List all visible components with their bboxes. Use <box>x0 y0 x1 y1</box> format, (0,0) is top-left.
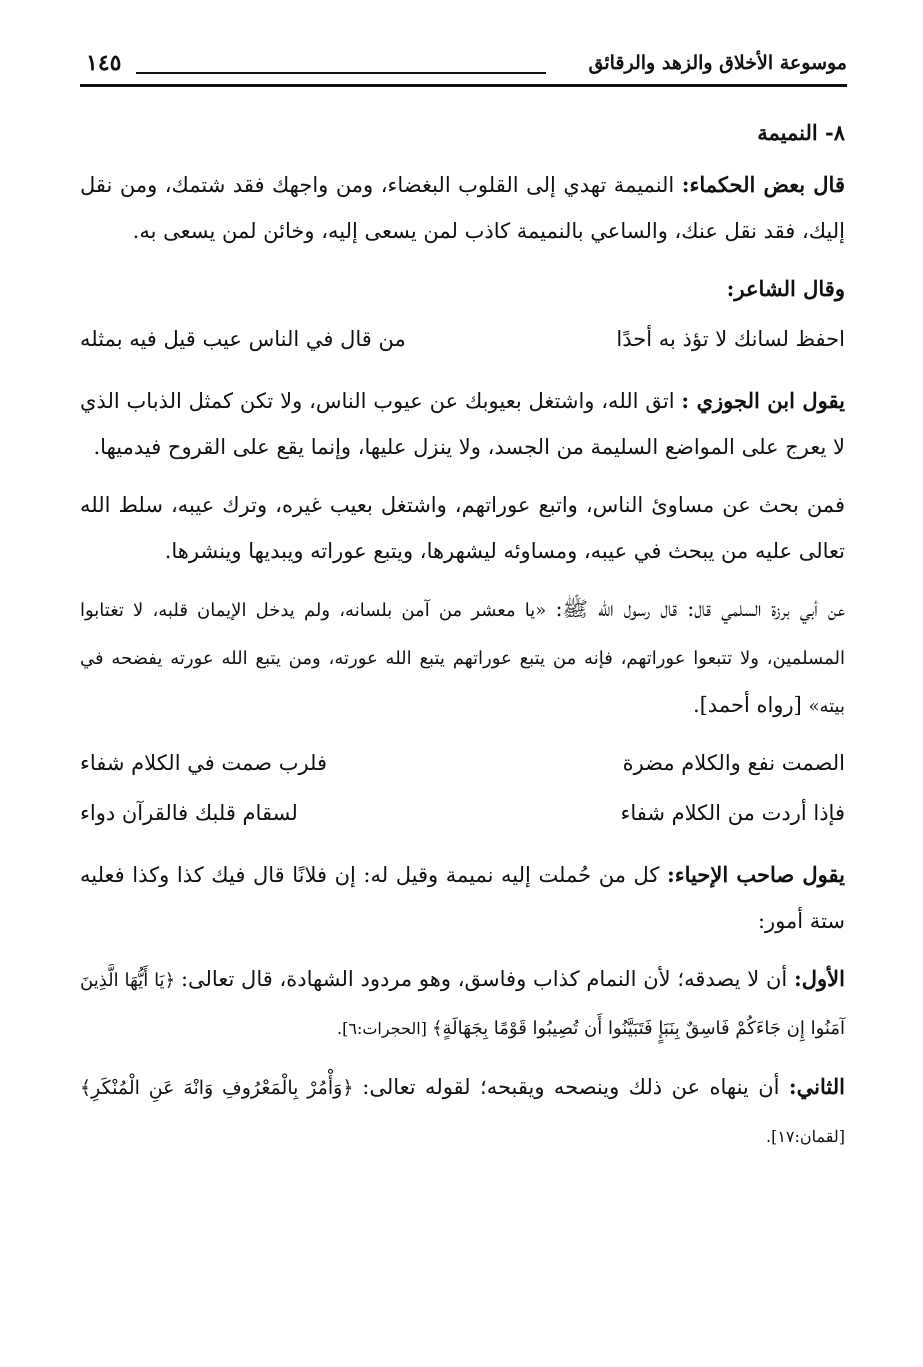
quran-verse: ﴿يَا أَيُّهَا الَّذِينَ آمَنُوا إِن جَاءَكُمْ فَاسِقٌ بِنَبَإٍ فَتَبَيَّنُوا أَن تُصِيبُوا قَوْمًا بِجَهَالَةٍ﴾ <box>80 970 845 1039</box>
paragraph-first-matter <box>80 956 845 1052</box>
paragraph-text: أن ينهاه عن ذلك وينصحه ويقبحه؛ لقوله تعالى: <box>362 1075 789 1099</box>
running-title: موسوعة الأخلاق والزهد والرقائق <box>588 52 847 74</box>
poem-verse <box>80 792 845 834</box>
paragraph-text: فمن بحث عن مساوئ الناس، واتبع عوراتهم، واشتغل بعيب غيره، وترك عيبه، سلط الله تعالى عليه من يبحث في عيبه، ومساوئه ليشهرها، ويتبع عوراته ويبديها وينشرها. <box>80 493 845 563</box>
page-number: ١٤٥ <box>86 50 122 76</box>
running-head <box>80 44 847 84</box>
page-content <box>80 118 845 1172</box>
paragraph-text: اتق الله، واشتغل بعيوبك عن عيوب الناس، ولا تكن كمثل الذباب الذي لا يعرج على المواضع السليمة من الجسد، ولا ينزل عليها، وإنما يقع على القروح فيدميها. <box>80 389 845 459</box>
verse-second-hemistich: فلرب صمت في الكلام شفاء <box>80 751 328 775</box>
paragraph-label: وقال الشاعر: <box>726 276 845 301</box>
hadith-text: «يا معشر من آمن بلسانه، ولم يدخل الإيمان قلبه، لا تغتابوا المسلمين، ولا تتبعوا عوراتهم، فإنه من يتبع عوراتهم يتبع الله عورته، ومن يتبع الله عورته يفضحه في بيته» <box>80 600 845 717</box>
paragraph-label: الأول: <box>794 966 845 991</box>
paragraph-label: يقول ابن الجوزي : <box>681 388 845 413</box>
poem-verse <box>80 318 845 360</box>
hadith-lead: عن أبي برزة السلمي قال: قال رسول الله ﷺ: <box>555 597 846 621</box>
paragraph-hadith <box>80 586 845 730</box>
verse-second-hemistich: من قال في الناس عيب قيل فيه بمثله <box>80 327 406 351</box>
poem-block-1 <box>80 318 845 360</box>
verse-second-hemistich: لسقام قلبك فالقرآن دواء <box>80 801 298 825</box>
paragraph-label: قال بعض الحكماء: <box>681 172 845 197</box>
verse-first-hemistich: فإذا أردت من الكلام شفاء <box>620 801 845 825</box>
paragraph-ibn-al-jawzi <box>80 378 845 470</box>
paragraph-poet-intro <box>80 266 845 312</box>
paragraph-text: أن لا يصدقه؛ لأن النمام كذاب وفاسق، وهو مردود الشهادة، قال تعالى: <box>180 967 795 991</box>
paragraph-wise-saying <box>80 162 845 254</box>
paragraph-consequence <box>80 482 845 574</box>
quran-verse: ﴿وَأْمُرْ بِالْمَعْرُوفِ وَانْهَ عَنِ الْمُنْكَرِ﴾ <box>80 1077 363 1099</box>
paragraph-second-matter <box>80 1064 845 1160</box>
header-rule-short <box>136 72 546 74</box>
header-rule <box>80 84 847 87</box>
verse-first-hemistich: احفظ لسانك لا تؤذ به أحدًا <box>616 327 845 351</box>
paragraph-label: يقول صاحب الإحياء: <box>667 862 845 887</box>
quran-reference: [الحجرات:٦]. <box>337 1019 432 1038</box>
paragraph-ihya <box>80 852 845 944</box>
verse-first-hemistich: الصمت نفع والكلام مضرة <box>622 751 845 775</box>
quran-reference: [لقمان:١٧]. <box>766 1127 845 1146</box>
paragraph-label: الثاني: <box>788 1074 845 1099</box>
poem-verse <box>80 742 845 784</box>
poem-block-2 <box>80 742 845 834</box>
hadith-source: [رواه أحمد]. <box>692 693 809 717</box>
section-heading: ٨- النميمة <box>757 120 845 145</box>
paragraph-text: كل من حُملت إليه نميمة وقيل له: إن فلانًا قال فيك كذا وكذا فعليه ستة أمور: <box>80 863 845 933</box>
paragraph-text: النميمة تهدي إلى القلوب البغضاء، ومن واجهك فقد شتمك، ومن نقل إليك، فقد نقل عنك، والساعي بالنميمة كاذب لمن يسعى إليه، وخائن لمن يسعى به. <box>80 173 845 243</box>
